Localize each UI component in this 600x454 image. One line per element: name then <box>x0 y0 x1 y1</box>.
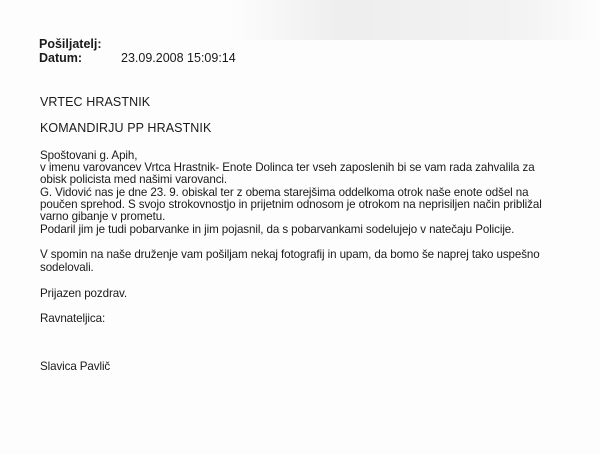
closing: Prijazen pozdrav. <box>40 287 128 300</box>
paragraph-line: varno gibanje v prometu. <box>40 210 166 223</box>
paragraph-line: V spomin na naše druženje vam pošiljam nekaj fotografij in upam, da bomo še naprej tako uspešno <box>40 248 540 261</box>
date-label: Datum: <box>39 51 83 65</box>
paragraph-line: obisk policista med našimi varovanci. <box>40 173 228 186</box>
paragraph-line: Podaril jim je tudi pobarvanke in jim pojasnil, da s pobarvankami sodelujejo v natečaju Policije. <box>40 223 515 236</box>
signature-name: Slavica Pavlič <box>40 360 111 373</box>
date-row <box>39 51 236 65</box>
date-value: 23.09.2008 15:09:14 <box>121 51 236 65</box>
email-header <box>39 37 236 65</box>
paragraph-line: v imenu varovancev Vrtca Hrastnik- Enote Dolinca ter vseh zaposlenih bi se vam rada zahvalila za <box>40 161 535 174</box>
recipient-line-1: VRTEC HRASTNIK <box>40 95 151 109</box>
signature-title: Ravnateljica: <box>40 312 106 325</box>
paragraph-line: poučen sprehod. S svojo strokovnostjo in prijetnim odnosom je otrokom na neprisiljen način približal <box>40 198 542 211</box>
scan-artifact <box>230 0 600 40</box>
greeting: Spoštovani g. Apih, <box>40 149 138 162</box>
sender-label: Pošiljatelj: <box>39 37 102 51</box>
paragraph-line: G. Vidović nas je dne 23. 9. obiskal ter z obema starejšima oddelkoma otrok naše enote odšel na <box>40 186 529 199</box>
recipient-line-2: KOMANDIRJU PP HRASTNIK <box>40 121 212 135</box>
sender-row <box>39 37 236 51</box>
paragraph-line: sodelovali. <box>40 261 94 274</box>
